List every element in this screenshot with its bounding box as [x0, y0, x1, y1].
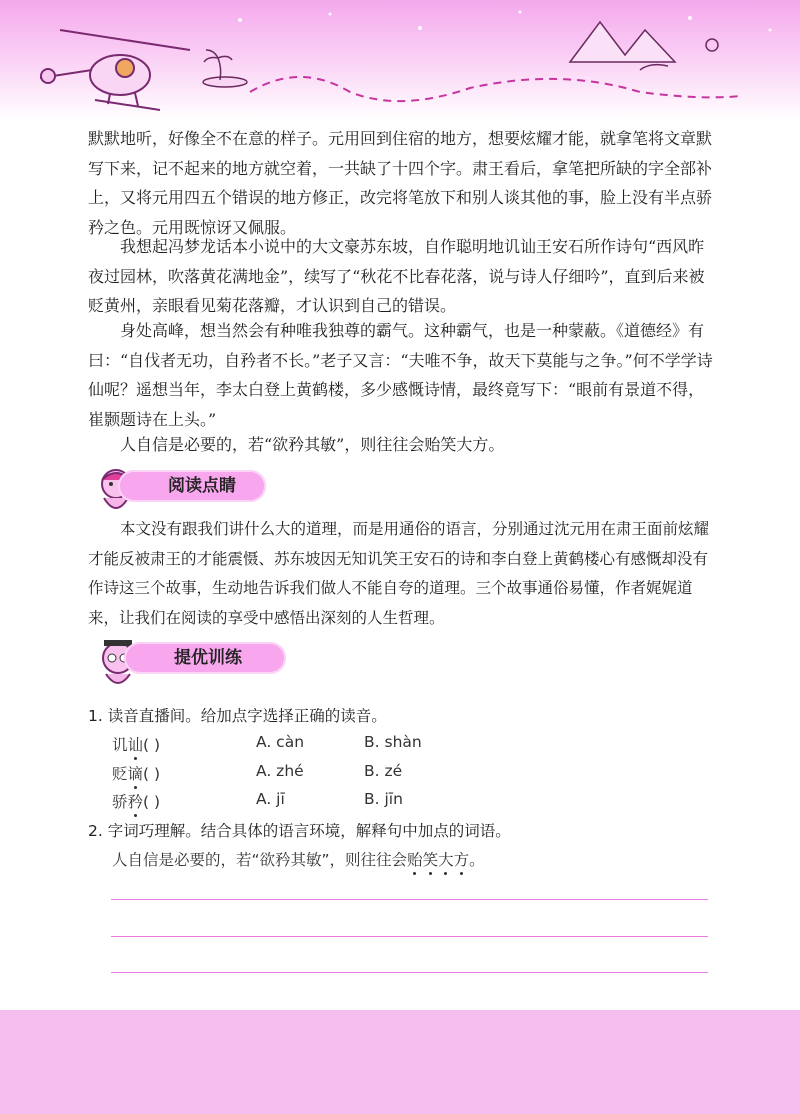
q1-row-2-option-a[interactable]: A. zhé	[256, 762, 304, 780]
q1-row-3-word: 骄矜( )	[112, 793, 161, 811]
helicopter-icon	[40, 30, 190, 110]
question-1-prompt: 1. 读音直播间。给加点字选择正确的读音。	[88, 707, 387, 725]
palm-island-icon	[203, 50, 247, 87]
passage-paragraph-3: 身处高峰，想当然会有种唯我独尊的霸气。这种霸气，也是一种蒙蔽。《道德经》有曰：“自伐者无功，自矜者不长。”老子又言：“夫唯不争，故天下莫能与之争。”何不学学诗仙呢？遥想当年，李太白登上黄鹤楼，多少感慨诗情，最终竟写下：“眼前有景道不得，崔颢题诗在上头。”	[88, 321, 713, 429]
section-title-training: 提优训练	[124, 642, 286, 674]
sun-icon	[706, 39, 718, 51]
header-illustration	[0, 0, 800, 120]
answer-line-3[interactable]	[111, 972, 708, 973]
q1-row-3-option-a[interactable]: A. jī	[256, 790, 285, 808]
dashed-path	[250, 77, 740, 101]
q1-row-2-option-b[interactable]: B. zé	[364, 762, 403, 780]
page-footer-band	[0, 1010, 800, 1114]
passage-paragraph-1: 默默地听，好像全不在意的样子。元用回到住宿的地方，想要炫耀才能，就拿笔将文章默写下来，记不起来的地方就空着，一共缺了十四个字。肃王看后，拿笔把所缺的字全部补上，又将元用四五个错误的地方修正，改完将笔放下和别人谈其他的事，脸上没有半点骄矜之色。元用既惊讶又佩服。	[88, 129, 713, 237]
q1-row-1-option-a[interactable]: A. càn	[256, 733, 305, 751]
q1-row-3-option-b[interactable]: B. jīn	[364, 790, 403, 808]
emphasis-dot-char: 讪	[127, 736, 144, 754]
question-2-prompt: 2. 字词巧理解。结合具体的语言环境，解释句中加点的词语。	[88, 822, 511, 840]
q1-row-1-option-b[interactable]: B. shàn	[364, 733, 422, 751]
section-title-reading: 阅读点睛	[118, 470, 266, 502]
passage-paragraph-4: 人自信是必要的，若“欲矜其敏”，则往往会贻笑大方。	[120, 435, 505, 454]
q1-row-2-word: 贬谪( )	[112, 765, 161, 783]
q1-row-1-word: 讥讪( )	[112, 736, 161, 754]
answer-line-2[interactable]	[111, 936, 708, 937]
question-2-sentence: 人自信是必要的，若“欲矜其敏”，则往往会贻笑大方。	[112, 851, 485, 869]
emphasis-dot-char: 矜	[127, 793, 144, 811]
mountains-icon	[570, 22, 675, 70]
page-header-decoration	[0, 0, 800, 120]
answer-line-1[interactable]	[111, 899, 708, 900]
emphasis-dot-char: 谪	[127, 765, 144, 783]
passage-paragraph-2: 我想起冯梦龙话本小说中的大文豪苏东坡，自作聪明地讥讪王安石所作诗句“西风昨夜过园林，吹落黄花满地金”，续写了“秋花不比春花落，说与诗人仔细吟”，直到后来被贬黄州，亲眼看见菊花落瓣，才认识到自己的错误。	[88, 237, 705, 315]
reading-analysis-text: 本文没有跟我们讲什么大的道理，而是用通俗的语言，分别通过沈元用在肃王面前炫耀才能反被肃王的才能震慑、苏东坡因无知讥笑王安石的诗和李白登上黄鹤楼心有感慨却没有作诗这三个故事，生动地告诉我们做人不能自夸的道理。三个故事通俗易懂，作者娓娓道来，让我们在阅读的享受中感悟出深刻的人生哲理。	[88, 520, 710, 627]
